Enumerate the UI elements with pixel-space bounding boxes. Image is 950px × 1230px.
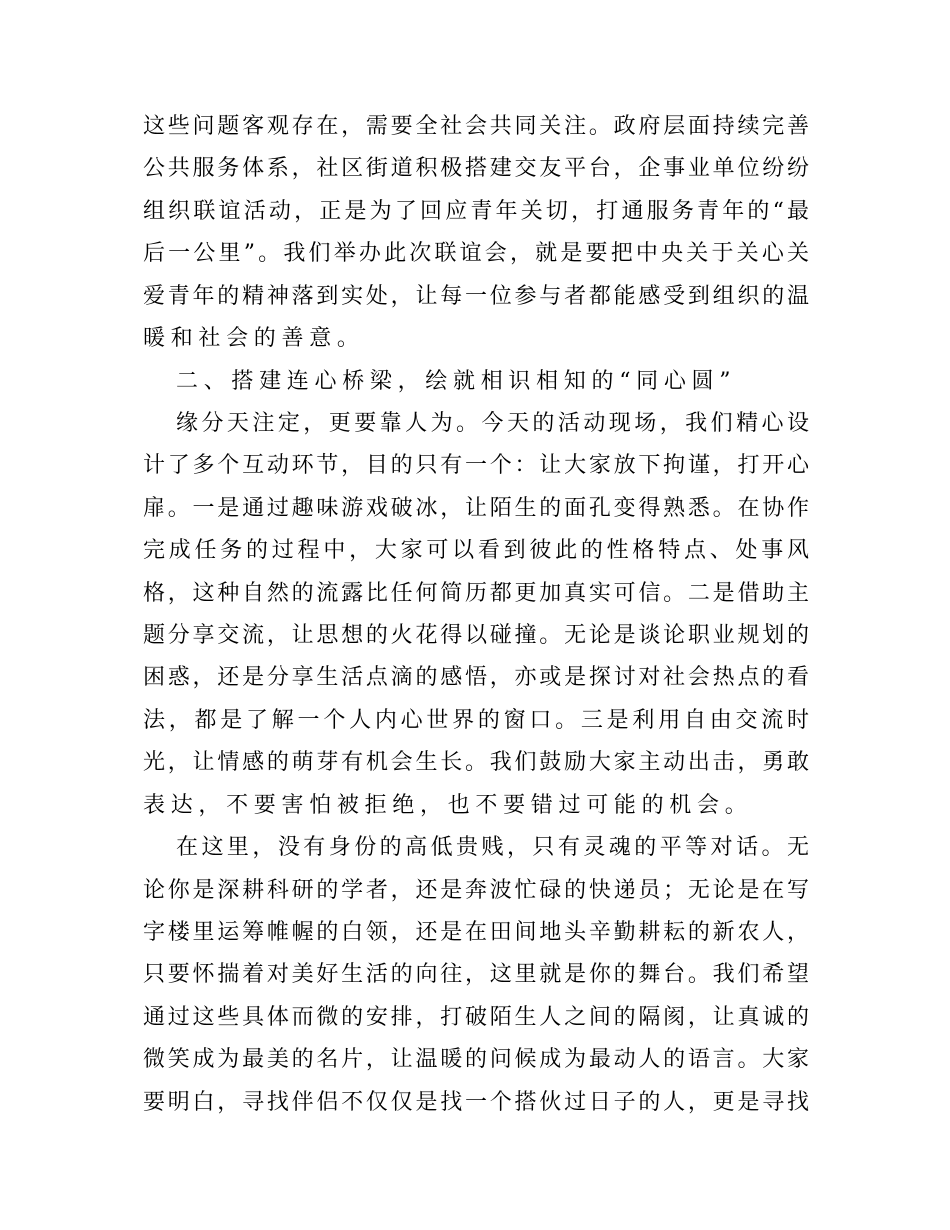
heading-text: 二、搭建连心桥梁，绘就相识相知的“同心圆” [176, 368, 737, 394]
text-line: 表达，不要害怕被拒绝，也不要错过可能的机会。 [143, 792, 753, 818]
text-line: 完成任务的过程中，大家可以看到彼此的性格特点、处事风 [143, 538, 809, 564]
text-line: 这些问题客观存在，需要全社会共同关注。政府层面持续完善 [143, 114, 809, 139]
text-line: 只要怀揣着对美好生活的向往，这里就是你的舞台。我们希望 [143, 962, 809, 988]
paragraph-3 [143, 827, 823, 1124]
text-line: 法，都是了解一个人内心世界的窗口。三是利用自由交流时 [143, 707, 809, 733]
text-line: 暖和社会的善意。 [143, 326, 365, 352]
text-line: 后一公里”。我们举办此次联谊会，就是要把中央关于关心关 [143, 241, 809, 267]
text-line: 论你是深耕科研的学者，还是奔波忙碌的快递员；无论是在写 [143, 877, 809, 903]
paragraph-1 [143, 106, 823, 361]
text-line: 组织联谊活动，正是为了回应青年关切，打通服务青年的“最 [143, 198, 809, 224]
text-line: 缘分天注定，更要靠人为。今天的活动现场，我们精心设 [176, 410, 809, 436]
text-line: 要明白，寻找伴侣不仅仅是找一个搭伙过日子的人，更是寻找 [143, 1089, 809, 1115]
text-line: 公共服务体系，社区街道积极搭建交友平台，企事业单位纷纷 [143, 156, 809, 182]
text-line: 微笑成为最美的名片，让温暖的问候成为最动人的语言。大家 [143, 1047, 809, 1073]
text-line: 在这里，没有身份的高低贵贱，只有灵魂的平等对话。无 [176, 835, 809, 861]
text-line: 格，这种自然的流露比任何简历都更加真实可信。二是借助主 [143, 580, 809, 606]
text-line: 光，让情感的萌芽有机会生长。我们鼓励大家主动出击，勇敢 [143, 750, 809, 776]
text-line: 扉。一是通过趣味游戏破冰，让陌生的面孔变得熟悉。在协作 [143, 495, 809, 521]
text-line: 爱青年的精神落到实处，让每一位参与者都能感受到组织的温 [143, 283, 809, 309]
text-line: 计了多个互动环节，目的只有一个：让大家放下拘谨，打开心 [143, 453, 809, 479]
paragraph-2 [143, 403, 823, 827]
section-heading [143, 361, 823, 403]
text-line: 困惑，还是分享生活点滴的感悟，亦或是探讨对社会热点的看 [143, 665, 809, 691]
text-line: 题分享交流，让思想的火花得以碰撞。无论是谈论职业规划的 [143, 623, 809, 649]
text-line: 通过这些具体而微的安排，打破陌生人之间的隔阂，让真诚的 [143, 1004, 809, 1030]
document-body [143, 106, 823, 1124]
text-line: 字楼里运筹帷幄的白领，还是在田间地头辛勤耕耘的新农人， [143, 920, 809, 946]
